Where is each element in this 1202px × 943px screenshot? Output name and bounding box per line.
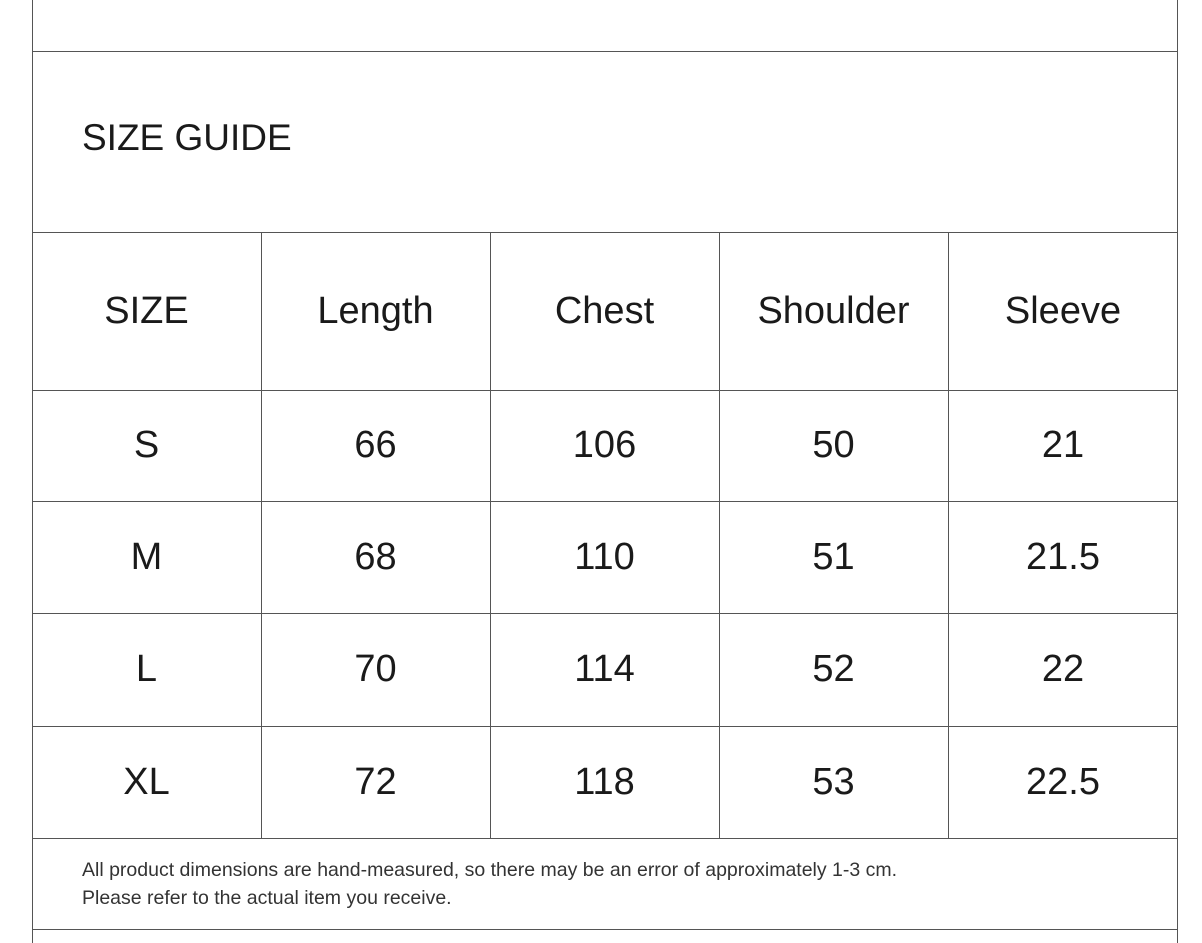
cell-chest: 114: [574, 648, 635, 690]
cell-size: S: [133, 424, 160, 466]
divider-top: [32, 51, 1178, 52]
cell-length: 70: [354, 648, 397, 690]
page-title: SIZE GUIDE: [82, 117, 292, 158]
header-sleeve: Sleeve: [1004, 289, 1122, 332]
header-length: Length: [317, 289, 434, 332]
cell-sleeve: 22.5: [1026, 760, 1100, 803]
cell-sleeve: 21: [1041, 424, 1085, 466]
divider-table-bottom: [32, 838, 1178, 839]
header-shoulder: Shoulder: [757, 289, 910, 332]
note-line-2: Please refer to the actual item you receive.: [82, 887, 452, 909]
measurement-note: [82, 856, 897, 912]
cell-length: 72: [354, 760, 397, 803]
cell-length: 68: [354, 535, 397, 578]
cell-chest: 106: [572, 424, 637, 466]
header-size: SIZE: [104, 289, 189, 332]
divider-bottom: [32, 929, 1178, 930]
cell-size: M: [130, 535, 163, 578]
cell-chest: 110: [574, 535, 635, 578]
cell-shoulder: 51: [812, 535, 855, 578]
note-line-1: All product dimensions are hand-measured, so there may be an error of approximately 1-3 cm.: [82, 859, 898, 881]
cell-size: L: [135, 648, 158, 690]
cell-length: 66: [354, 424, 397, 466]
cell-sleeve: 21.5: [1026, 535, 1100, 578]
header-chest: Chest: [554, 289, 655, 332]
cell-shoulder: 53: [812, 760, 855, 803]
cell-size: XL: [123, 760, 170, 803]
cell-sleeve: 22: [1041, 648, 1085, 690]
cell-shoulder: 50: [812, 424, 855, 466]
cell-shoulder: 52: [812, 648, 855, 690]
cell-chest: 118: [574, 760, 635, 803]
